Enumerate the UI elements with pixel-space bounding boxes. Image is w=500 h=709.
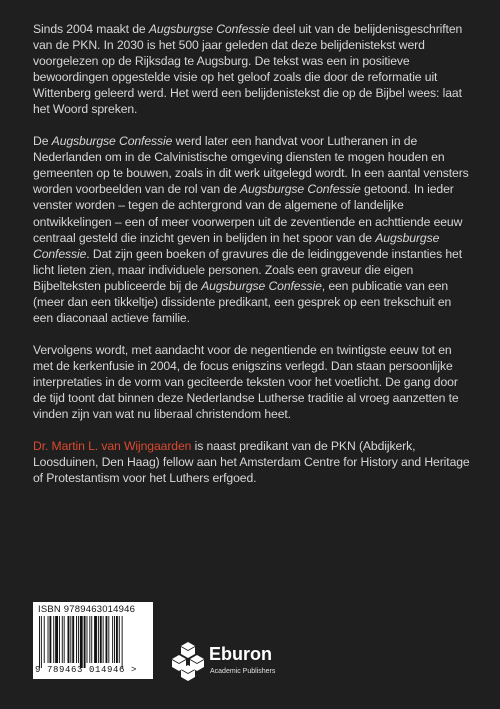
barcode-bar: [76, 616, 77, 663]
eburon-cubes-icon: [170, 640, 206, 682]
barcode-bars: [39, 616, 147, 668]
barcode-bar: [55, 616, 58, 663]
barcode-bar: [119, 616, 120, 663]
barcode-bar: [72, 616, 74, 663]
barcode-bar: [68, 616, 70, 663]
barcode-bar: [94, 616, 97, 663]
barcode-bar: [89, 616, 90, 663]
publisher-name: Eburon: [209, 644, 272, 664]
barcode-bar: [80, 616, 83, 668]
author-bio: [33, 438, 473, 486]
barcode-bar: [87, 616, 88, 663]
isbn-digits: 9 789463 014946 >: [35, 665, 138, 675]
italic-title-text: Augsburgse Confessie: [148, 22, 270, 36]
italic-title-text: Augsburgse Confessie: [240, 182, 361, 197]
paragraph-text-segment: Sinds 2004 maakt de: [33, 22, 149, 36]
paragraph-text-segment: werd later een handvat voor Lutheranen in de Nederlanden om in de Calvinistische omgeving diensten te mogen houden en gemeenten op te bouwen, zoals in dit werk uitgelegd wordt. In een aantal vensters worden voorbeelden van de rol van de: [33, 134, 469, 197]
paragraph-windows: [33, 133, 473, 326]
barcode-bar: [98, 616, 99, 663]
paragraph-intro: [33, 21, 473, 117]
barcode-bar: [116, 616, 118, 663]
italic-title-text: Augsburgse Confessie: [33, 230, 440, 261]
author-bio-text: is naast predikant van de PKN (Abdijkerk, Loosduinen, Den Haag) fellow aan het Amsterdam Centre for History and Heritage of Protestantism voor het Luthers erfgoed.: [33, 439, 470, 486]
barcode-bar: [122, 616, 123, 668]
barcode-bar: [91, 616, 92, 663]
barcode-bar: [44, 616, 45, 663]
publisher-logo: [170, 640, 310, 682]
barcode-bar: [59, 616, 60, 663]
paragraph-text-segment: deel uit van de belijdenisgeschriften van de PKN. In 2030 is het 500 jaar geleden dat deze belijdenistekst werd voorgelezen op de Rijksdag te Augsburg. De tekst was een in positieve bewoordingen opgestelde visie op het geloof zoals die door de reformatie uit Wittenberg geleerd werd. Het werd een belijdenistekst die op de Bijbel wees: laat het Woord spreken.: [33, 22, 463, 117]
barcode-bar: [48, 616, 49, 663]
publisher-subtitle: Academic Publishers: [210, 668, 276, 675]
barcode-bar: [53, 616, 54, 663]
barcode-bar: [106, 616, 108, 663]
barcode-bar: [108, 616, 109, 663]
italic-title-text: Augsburgse Confessie: [51, 134, 173, 149]
barcode-bar: [78, 616, 79, 663]
barcode-bar: [112, 616, 113, 663]
paragraph-text-segment: De: [33, 134, 52, 149]
italic-title-text: Augsburgse Confessie: [201, 278, 322, 293]
paragraph-text-segment: . Dat zijn geen boeken of gravures die de leidinggevende instanties het licht lieten zien, maar individuele personen. Zoals een graveur die eigen Bijbelteksten publiceerde bij de: [33, 246, 463, 293]
barcode-bar: [49, 616, 51, 663]
barcode-bar: [103, 616, 104, 663]
barcode-bar: [70, 616, 71, 663]
barcode-bar: [41, 616, 42, 668]
barcode-bar: [114, 616, 115, 663]
blurb-text: [33, 21, 473, 502]
barcode-bar: [64, 616, 65, 663]
barcode-bar: [39, 616, 40, 668]
barcode-bar: [84, 616, 86, 668]
isbn-label: ISBN 9789463014946: [38, 604, 136, 615]
paragraph-text-segment: getoond. In ieder venster worden – tegen de achtergrond van de algemene of landelijke ontwikkelingen – een of meer voorwerpen uit de zeventiende en achttiende eeuw centraal gesteld die inzicht geven in belijden in het spoor van de: [33, 182, 463, 245]
author-name: Dr. Martin L. van Wijngaarden: [33, 439, 192, 454]
paragraph-text-segment: , een publicatie van een (meer dan een tikkeltje) dissidente predikant, een gesprek op een trekschuit en een diaconaal actieve familie.: [33, 278, 452, 325]
paragraph-later-period: Vervolgens wordt, met aandacht voor de negentiende en twintigste eeuw tot en met de kerkenfusie in 2004, de focus enigszins verlegd. Dan staan persoonlijke interpretaties in de vorm van geciteerde teksten voor het voetlicht. De gang door de tijd toont dat binnen deze Nederlandse Lutherse traditie al vroeg aanzetten te vinden zijn van wat nu liberaal christendom heet.: [33, 342, 459, 422]
isbn-barcode: [33, 602, 153, 679]
barcode-bar: [100, 616, 102, 663]
barcode-bar: [62, 616, 63, 663]
